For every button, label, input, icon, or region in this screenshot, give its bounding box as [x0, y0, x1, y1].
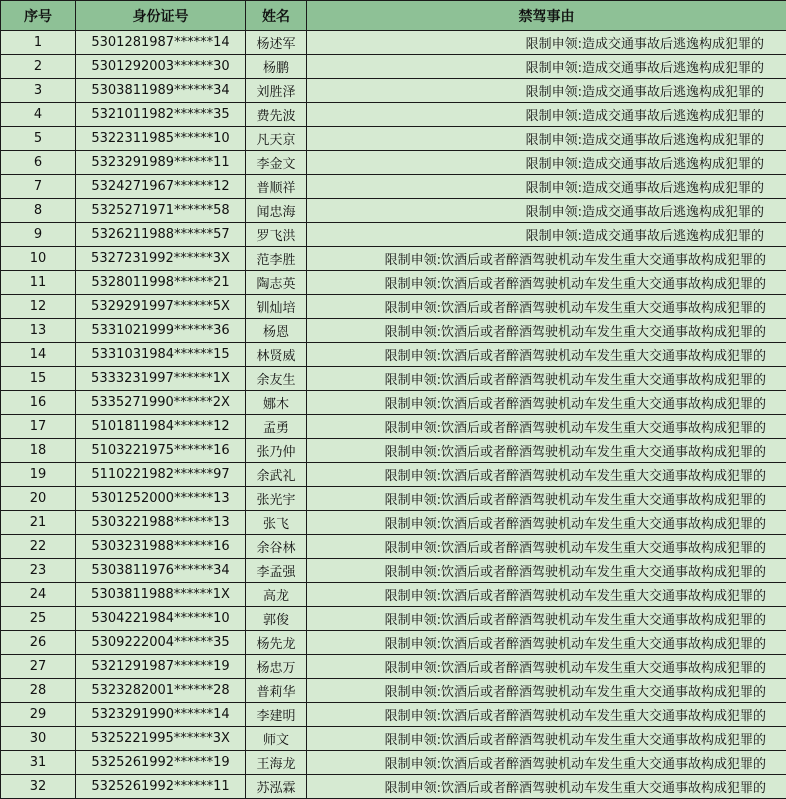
cell-no: 9 — [1, 223, 76, 247]
cell-reason: 限制申领:饮酒后或者醉酒驾驶机动车发生重大交通事故构成犯罪的 — [307, 583, 786, 607]
cell-name: 张乃仲 — [246, 439, 307, 463]
table-row — [1, 247, 786, 271]
cell-no: 11 — [1, 271, 76, 295]
cell-id-number: 5335271990******2X — [76, 391, 246, 415]
cell-id-number: 5321011982******35 — [76, 103, 246, 127]
table-row — [1, 415, 786, 439]
cell-no: 3 — [1, 79, 76, 103]
cell-name: 李金文 — [246, 151, 307, 175]
table-row — [1, 223, 786, 247]
cell-reason: 限制申领:造成交通事故后逃逸构成犯罪的 — [307, 199, 786, 223]
cell-no: 8 — [1, 199, 76, 223]
cell-id-number: 5323282001******28 — [76, 679, 246, 703]
cell-reason: 限制申领:饮酒后或者醉酒驾驶机动车发生重大交通事故构成犯罪的 — [307, 511, 786, 535]
cell-id-number: 5321291987******19 — [76, 655, 246, 679]
cell-id-number: 5325221995******3X — [76, 727, 246, 751]
cell-no: 26 — [1, 631, 76, 655]
cell-name: 余谷林 — [246, 535, 307, 559]
table-row — [1, 559, 786, 583]
cell-name: 杨鹏 — [246, 55, 307, 79]
cell-id-number: 5326211988******57 — [76, 223, 246, 247]
cell-name: 苏泓霖 — [246, 775, 307, 799]
cell-reason: 限制申领:造成交通事故后逃逸构成犯罪的 — [307, 103, 786, 127]
cell-reason: 限制申领:造成交通事故后逃逸构成犯罪的 — [307, 151, 786, 175]
cell-no: 15 — [1, 367, 76, 391]
cell-id-number: 5333231997******1X — [76, 367, 246, 391]
cell-id-number: 5304221984******10 — [76, 607, 246, 631]
cell-name: 李建明 — [246, 703, 307, 727]
table-row — [1, 391, 786, 415]
cell-reason: 限制申领:饮酒后或者醉酒驾驶机动车发生重大交通事故构成犯罪的 — [307, 247, 786, 271]
cell-no: 5 — [1, 127, 76, 151]
cell-no: 32 — [1, 775, 76, 799]
cell-no: 4 — [1, 103, 76, 127]
cell-id-number: 5329291997******5X — [76, 295, 246, 319]
cell-reason: 限制申领:饮酒后或者醉酒驾驶机动车发生重大交通事故构成犯罪的 — [307, 535, 786, 559]
table-body — [1, 31, 786, 799]
header-reason: 禁驾事由 — [307, 1, 786, 31]
table-row — [1, 31, 786, 55]
cell-name: 娜木 — [246, 391, 307, 415]
cell-no: 22 — [1, 535, 76, 559]
cell-reason: 限制申领:饮酒后或者醉酒驾驶机动车发生重大交通事故构成犯罪的 — [307, 487, 786, 511]
cell-name: 普顺祥 — [246, 175, 307, 199]
cell-no: 10 — [1, 247, 76, 271]
cell-name: 王海龙 — [246, 751, 307, 775]
cell-no: 19 — [1, 463, 76, 487]
cell-id-number: 5101811984******12 — [76, 415, 246, 439]
cell-id-number: 5323291990******14 — [76, 703, 246, 727]
cell-id-number: 5324271967******12 — [76, 175, 246, 199]
cell-id-number: 5331021999******36 — [76, 319, 246, 343]
table-row — [1, 463, 786, 487]
table-row — [1, 655, 786, 679]
cell-name: 林贤威 — [246, 343, 307, 367]
cell-no: 24 — [1, 583, 76, 607]
table-row — [1, 319, 786, 343]
cell-no: 16 — [1, 391, 76, 415]
cell-name: 杨述军 — [246, 31, 307, 55]
cell-no: 2 — [1, 55, 76, 79]
cell-name: 郭俊 — [246, 607, 307, 631]
header-name: 姓名 — [246, 1, 307, 31]
table-row — [1, 607, 786, 631]
cell-name: 余友生 — [246, 367, 307, 391]
cell-name: 孟勇 — [246, 415, 307, 439]
cell-id-number: 5327231992******3X — [76, 247, 246, 271]
cell-id-number: 5303811988******1X — [76, 583, 246, 607]
table-row — [1, 511, 786, 535]
cell-reason: 限制申领:饮酒后或者醉酒驾驶机动车发生重大交通事故构成犯罪的 — [307, 775, 786, 799]
table-row — [1, 751, 786, 775]
cell-no: 17 — [1, 415, 76, 439]
cell-id-number: 5303811976******34 — [76, 559, 246, 583]
cell-no: 30 — [1, 727, 76, 751]
cell-id-number: 5303221988******13 — [76, 511, 246, 535]
cell-id-number: 5323291989******11 — [76, 151, 246, 175]
cell-no: 13 — [1, 319, 76, 343]
cell-no: 14 — [1, 343, 76, 367]
cell-no: 6 — [1, 151, 76, 175]
cell-no: 7 — [1, 175, 76, 199]
cell-id-number: 5303231988******16 — [76, 535, 246, 559]
table-row — [1, 127, 786, 151]
cell-reason: 限制申领:饮酒后或者醉酒驾驶机动车发生重大交通事故构成犯罪的 — [307, 271, 786, 295]
cell-id-number: 5103221975******16 — [76, 439, 246, 463]
cell-name: 李孟强 — [246, 559, 307, 583]
table-row — [1, 175, 786, 199]
cell-id-number: 5322311985******10 — [76, 127, 246, 151]
cell-name: 张光宇 — [246, 487, 307, 511]
cell-name: 余武礼 — [246, 463, 307, 487]
cell-id-number: 5301292003******30 — [76, 55, 246, 79]
cell-name: 杨忠万 — [246, 655, 307, 679]
cell-reason: 限制申领:饮酒后或者醉酒驾驶机动车发生重大交通事故构成犯罪的 — [307, 463, 786, 487]
cell-no: 27 — [1, 655, 76, 679]
cell-name: 费先波 — [246, 103, 307, 127]
table-row — [1, 727, 786, 751]
table-row — [1, 439, 786, 463]
cell-reason: 限制申领:饮酒后或者醉酒驾驶机动车发生重大交通事故构成犯罪的 — [307, 607, 786, 631]
cell-name: 杨先龙 — [246, 631, 307, 655]
cell-name: 罗飞洪 — [246, 223, 307, 247]
cell-no: 29 — [1, 703, 76, 727]
cell-id-number: 5301281987******14 — [76, 31, 246, 55]
table-row — [1, 151, 786, 175]
cell-reason: 限制申领:饮酒后或者醉酒驾驶机动车发生重大交通事故构成犯罪的 — [307, 679, 786, 703]
cell-reason: 限制申领:饮酒后或者醉酒驾驶机动车发生重大交通事故构成犯罪的 — [307, 295, 786, 319]
header-id-number: 身份证号 — [76, 1, 246, 31]
table-row — [1, 79, 786, 103]
cell-no: 21 — [1, 511, 76, 535]
cell-name: 闻忠海 — [246, 199, 307, 223]
table-row — [1, 343, 786, 367]
cell-no: 28 — [1, 679, 76, 703]
cell-id-number: 5303811989******34 — [76, 79, 246, 103]
cell-name: 钏灿培 — [246, 295, 307, 319]
header-row — [1, 1, 786, 31]
cell-reason: 限制申领:饮酒后或者醉酒驾驶机动车发生重大交通事故构成犯罪的 — [307, 559, 786, 583]
table-row — [1, 103, 786, 127]
cell-reason: 限制申领:饮酒后或者醉酒驾驶机动车发生重大交通事故构成犯罪的 — [307, 319, 786, 343]
table-row — [1, 631, 786, 655]
cell-reason: 限制申领:造成交通事故后逃逸构成犯罪的 — [307, 223, 786, 247]
cell-reason: 限制申领:造成交通事故后逃逸构成犯罪的 — [307, 175, 786, 199]
table-row — [1, 679, 786, 703]
table-row — [1, 199, 786, 223]
cell-id-number: 5331031984******15 — [76, 343, 246, 367]
cell-reason: 限制申领:造成交通事故后逃逸构成犯罪的 — [307, 79, 786, 103]
table-row — [1, 271, 786, 295]
cell-id-number: 5325261992******11 — [76, 775, 246, 799]
cell-reason: 限制申领:饮酒后或者醉酒驾驶机动车发生重大交通事故构成犯罪的 — [307, 727, 786, 751]
table-row — [1, 703, 786, 727]
cell-id-number: 5325271971******58 — [76, 199, 246, 223]
cell-no: 20 — [1, 487, 76, 511]
cell-reason: 限制申领:饮酒后或者醉酒驾驶机动车发生重大交通事故构成犯罪的 — [307, 391, 786, 415]
cell-no: 1 — [1, 31, 76, 55]
cell-no: 12 — [1, 295, 76, 319]
cell-reason: 限制申领:饮酒后或者醉酒驾驶机动车发生重大交通事故构成犯罪的 — [307, 703, 786, 727]
header-no: 序号 — [1, 1, 76, 31]
cell-id-number: 5328011998******21 — [76, 271, 246, 295]
cell-name: 普莉华 — [246, 679, 307, 703]
cell-reason: 限制申领:饮酒后或者醉酒驾驶机动车发生重大交通事故构成犯罪的 — [307, 439, 786, 463]
cell-name: 范李胜 — [246, 247, 307, 271]
cell-reason: 限制申领:造成交通事故后逃逸构成犯罪的 — [307, 31, 786, 55]
cell-no: 23 — [1, 559, 76, 583]
cell-no: 18 — [1, 439, 76, 463]
cell-no: 31 — [1, 751, 76, 775]
cell-reason: 限制申领:饮酒后或者醉酒驾驶机动车发生重大交通事故构成犯罪的 — [307, 751, 786, 775]
cell-reason: 限制申领:饮酒后或者醉酒驾驶机动车发生重大交通事故构成犯罪的 — [307, 367, 786, 391]
table-row — [1, 535, 786, 559]
table-row — [1, 775, 786, 799]
cell-name: 师文 — [246, 727, 307, 751]
cell-name: 凡天京 — [246, 127, 307, 151]
cell-name: 陶志英 — [246, 271, 307, 295]
cell-id-number: 5325261992******19 — [76, 751, 246, 775]
cell-reason: 限制申领:造成交通事故后逃逸构成犯罪的 — [307, 55, 786, 79]
cell-id-number: 5301252000******13 — [76, 487, 246, 511]
cell-reason: 限制申领:饮酒后或者醉酒驾驶机动车发生重大交通事故构成犯罪的 — [307, 343, 786, 367]
cell-reason: 限制申领:饮酒后或者醉酒驾驶机动车发生重大交通事故构成犯罪的 — [307, 415, 786, 439]
cell-name: 张飞 — [246, 511, 307, 535]
cell-no: 25 — [1, 607, 76, 631]
cell-reason: 限制申领:饮酒后或者醉酒驾驶机动车发生重大交通事故构成犯罪的 — [307, 631, 786, 655]
cell-name: 杨恩 — [246, 319, 307, 343]
cell-reason: 限制申领:造成交通事故后逃逸构成犯罪的 — [307, 127, 786, 151]
table-row — [1, 295, 786, 319]
table-row — [1, 487, 786, 511]
table-row — [1, 583, 786, 607]
cell-name: 刘胜泽 — [246, 79, 307, 103]
table-row — [1, 55, 786, 79]
cell-id-number: 5309222004******35 — [76, 631, 246, 655]
cell-name: 高龙 — [246, 583, 307, 607]
cell-reason: 限制申领:饮酒后或者醉酒驾驶机动车发生重大交通事故构成犯罪的 — [307, 655, 786, 679]
cell-id-number: 5110221982******97 — [76, 463, 246, 487]
table-row — [1, 367, 786, 391]
